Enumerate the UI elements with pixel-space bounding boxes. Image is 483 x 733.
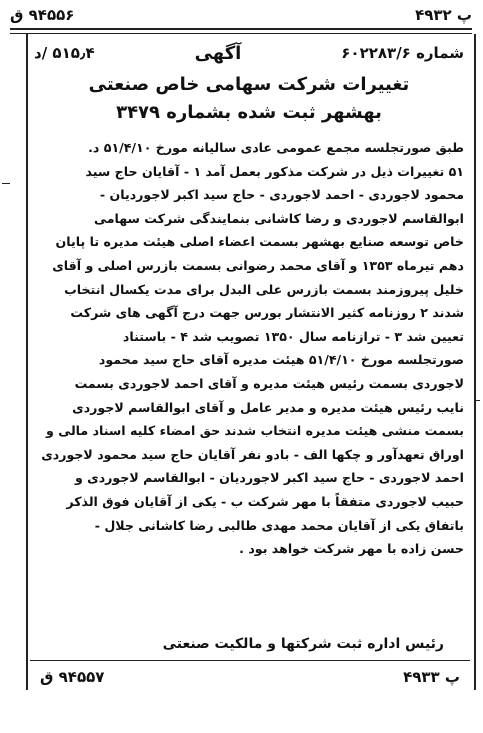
body-line: لاجوردی بسمت رئیس هیئت مدیره و آقای احمد لاجوردی بسمت <box>74 375 464 391</box>
headline-line-1: تغییرات شرکت سهامی خاص صنعتی <box>88 74 410 95</box>
body-line: ابوالقاسم لاجوردی و رضا کاشانی بنمایندگی شرکت سهامی <box>93 210 464 226</box>
footer-rule <box>30 660 470 661</box>
body-line: نایب رئیس هیئت مدیره و مدیر عامل و آقای ابوالقاسم لاجوردی <box>72 399 464 415</box>
notice-header <box>34 38 464 68</box>
signature: رئیس اداره ثبت شرکتها و مالکیت صنعتی <box>162 636 444 652</box>
header-left-code: ۹۴۵۵۶ ق <box>10 6 75 24</box>
body-line: خلیل پیروزمند بسمت بازرس علی البدل برای مدت یکسال انتخاب <box>64 281 464 297</box>
body-line: شدند ۲ روزنامه کثیر الانتشار بورس جهت درج آگهی های شرکت <box>70 305 464 321</box>
body-line: حبیب لاجوردی متفقاً با مهر شرکت ب - یکی از آقایان فوق الذکر <box>66 493 464 509</box>
body-line: اوراق تعهدآور و چکها الف - بادو نفر آقایان حاج سید محمود لاجوردی <box>41 446 464 462</box>
body-line: تعیین شد ۳ - ترازنامه سال ۱۳۵۰ تصویب شد ۴ - باستناد <box>122 328 464 344</box>
notice-title: آگهی <box>194 42 242 64</box>
body-line: ۵۱ تغییرات ذیل در شرکت مذکور بعمل آمد ۱ - آقایان حاج سید <box>85 163 464 179</box>
notice-code: ۵۱۵٫۴ /د <box>34 44 95 62</box>
body-line: خاص توسعه صنایع بهشهر بسمت اعضاء اصلی هیئت مدیره تا پایان <box>55 234 464 250</box>
body-line: بسمت منشی هیئت مدیره انتخاب شدند حق امضاء کلیه اسناد مالی و <box>46 423 464 439</box>
body-line: باتفاق یکی از آقایان محمد مهدی طالبی رضا کاشانی جلال - <box>94 517 464 533</box>
page-header <box>10 2 472 28</box>
footer-right-code: پ ۴۹۳۳ <box>403 668 460 686</box>
body-line: احمد لاجوردی - حاج سید اکبر لاجوردیان - ابوالقاسم لاجوردی و <box>74 470 464 486</box>
body-line: دهم تیرماه ۱۳۵۳ و آقای محمد رضوانی بسمت بازرس اصلی و آقای <box>52 257 464 273</box>
notice-body <box>34 136 464 561</box>
footer-left-code: ۹۴۵۵۷ ق <box>40 668 105 686</box>
header-rule <box>10 28 472 30</box>
header-right-code: پ ۴۹۳۲ <box>415 6 472 24</box>
body-line: محمود لاجوردی - احمد لاجوردی - حاج سید اکبر لاجوردیان - <box>99 187 464 203</box>
body-line: طبق صورتجلسه مجمع عمومی عادی سالیانه مورخ ۵۱/۴/۱۰ د. <box>88 140 464 155</box>
page-footer <box>40 664 460 690</box>
margin-mark <box>2 183 10 184</box>
margin-mark <box>474 400 480 401</box>
body-line: صورتجلسه مورخ ۵۱/۴/۱۰ هیئت مدیره آقای حاج سید محمود <box>98 352 464 368</box>
notice-number: شماره ۶۰۲۲۸۳/۶ <box>341 44 464 62</box>
body-line: حسن زاده با مهر شرکت خواهد بود . <box>239 541 464 557</box>
headline-line-2: بهشهر ثبت شده بشماره ۳۴۷۹ <box>116 102 382 123</box>
